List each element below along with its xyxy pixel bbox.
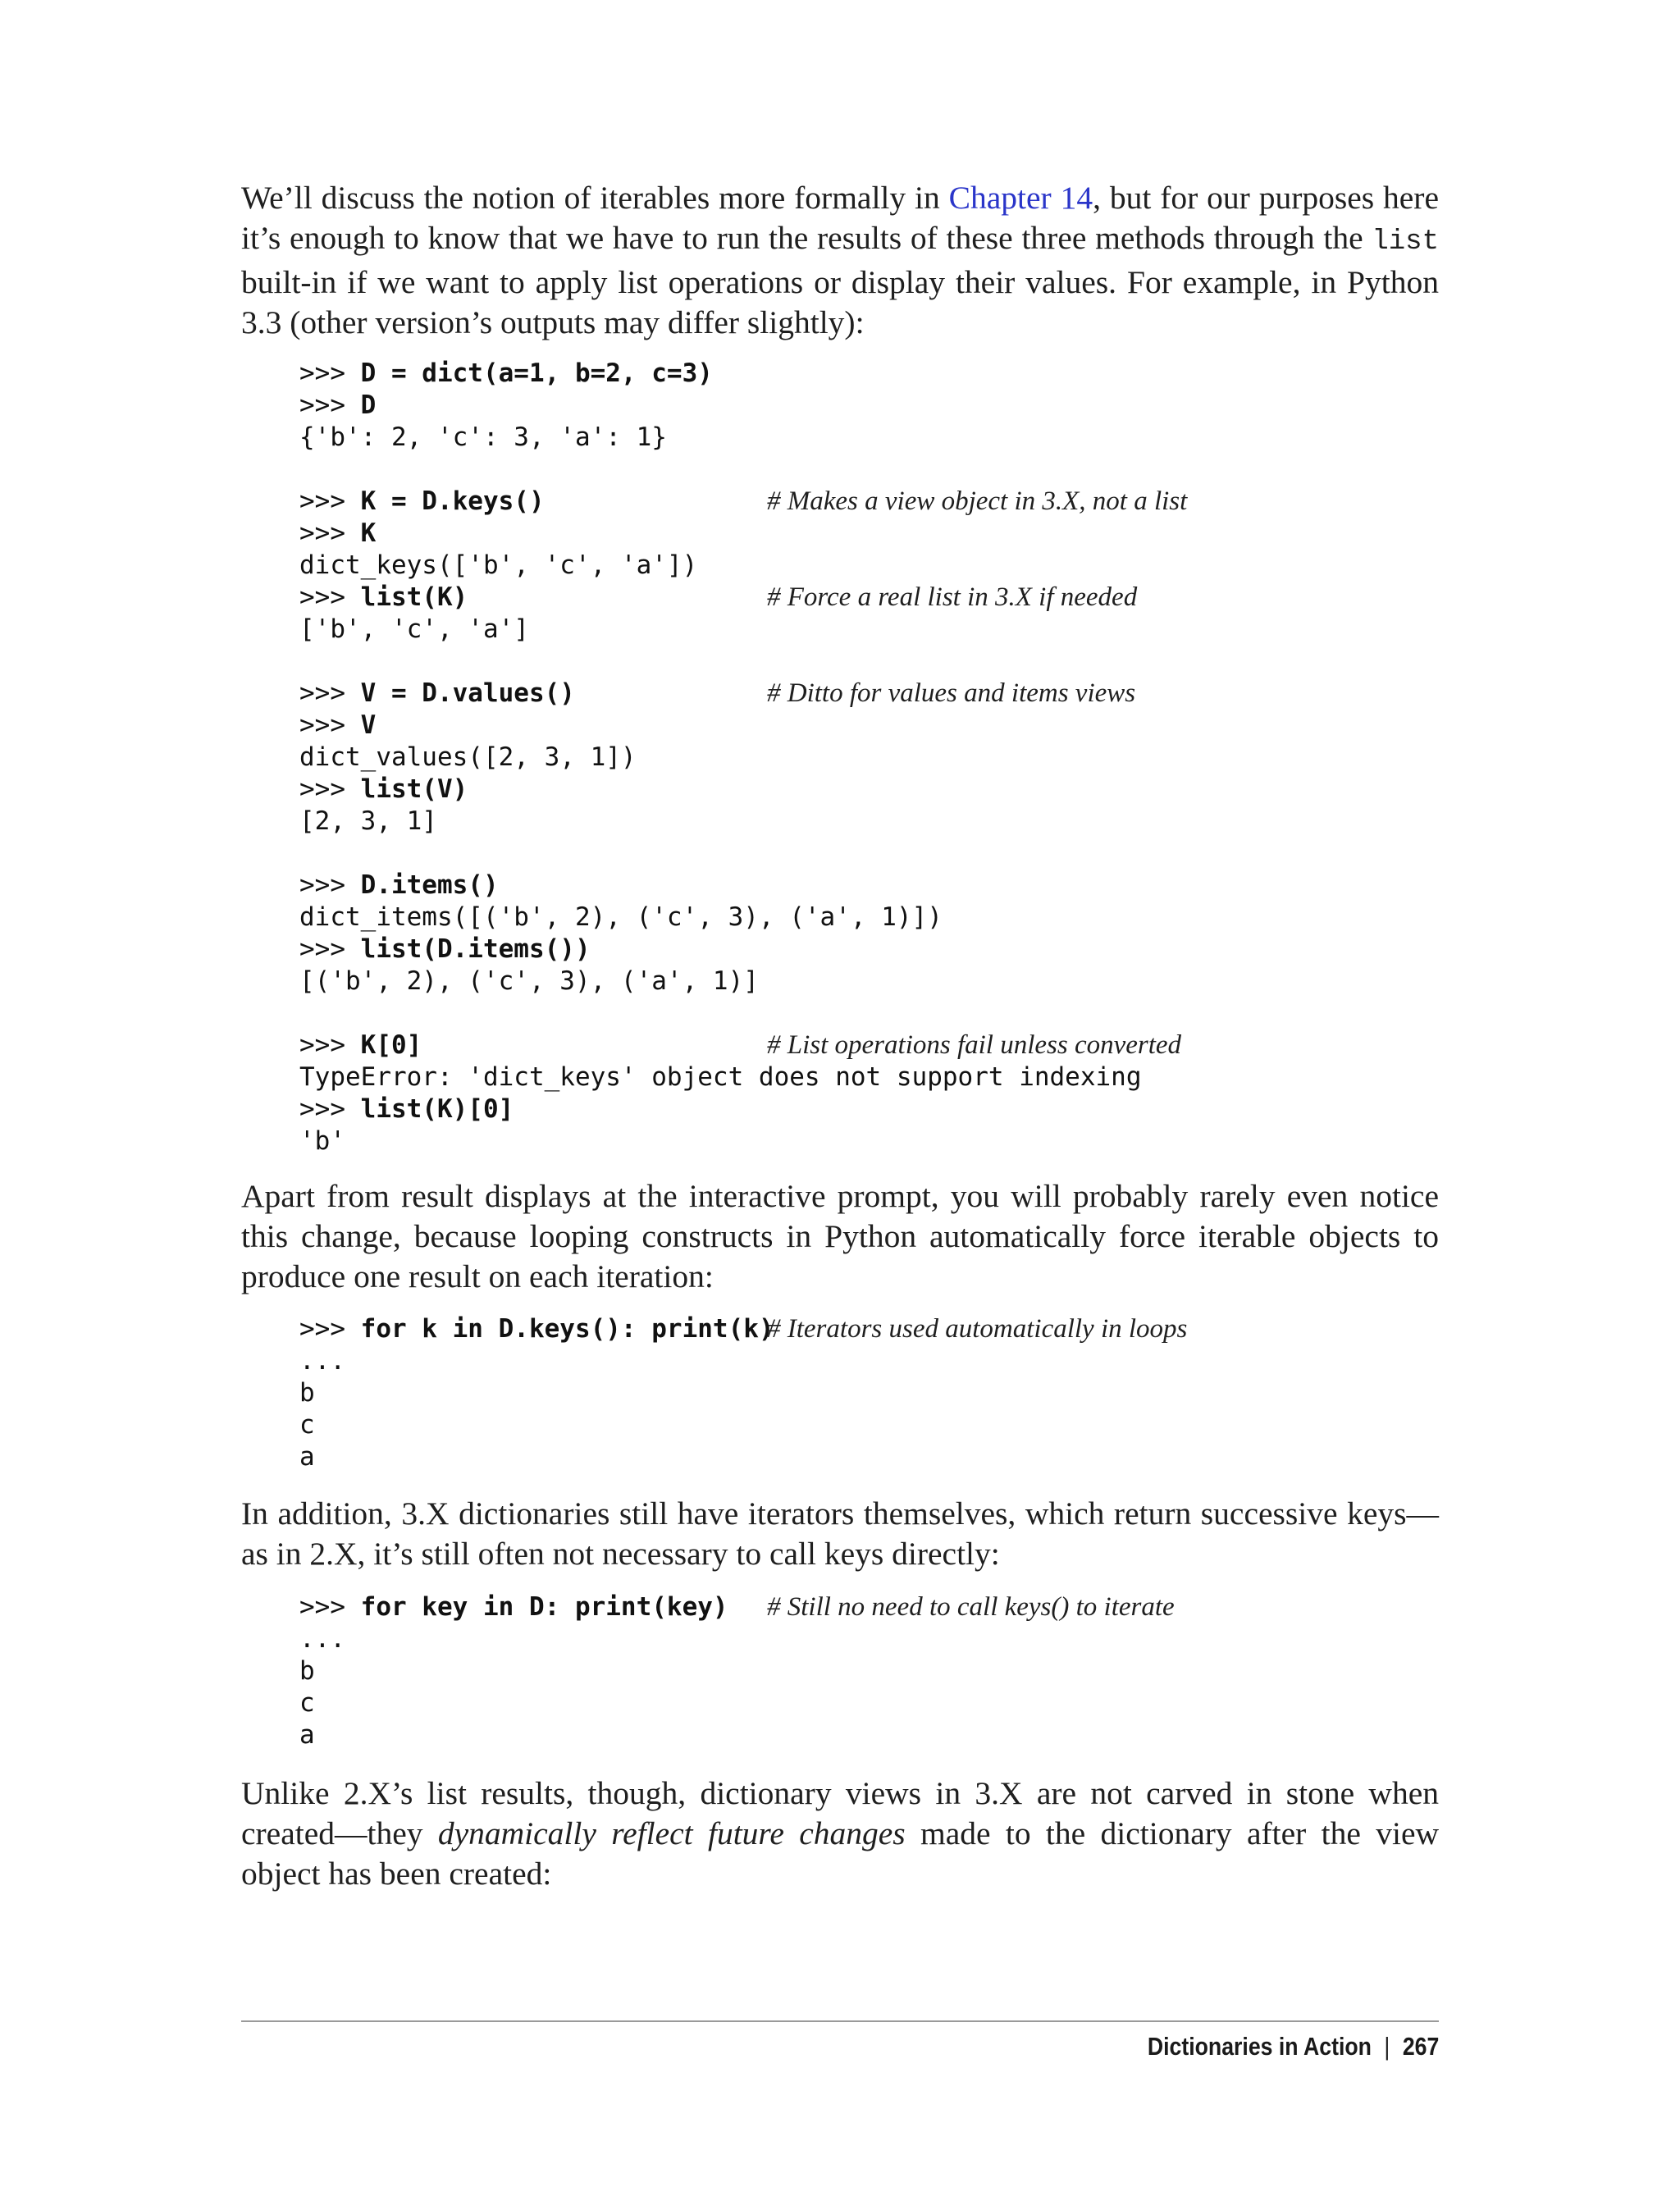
code-output: {'b': 2, 'c': 3, 'a': 1}: [299, 422, 667, 452]
code-line: [299, 1687, 1448, 1719]
code-output: dict_keys(['b', 'c', 'a']): [299, 550, 698, 580]
code-command: D.items(): [360, 870, 499, 900]
code-line: [299, 934, 1448, 966]
code-output: [('b', 2), ('c', 3), ('a', 1)]: [299, 966, 759, 996]
emphasis-text: dynamically reflect future changes: [437, 1815, 906, 1851]
code-command: V: [360, 710, 377, 740]
footer-separator: |: [1384, 2032, 1390, 2061]
code-command: for k in D.keys(): print(k): [360, 1314, 774, 1344]
code-output: dict_values([2, 3, 1]): [299, 742, 637, 772]
code-line: [299, 1029, 1448, 1061]
code-line: [299, 550, 1448, 582]
code-output: b: [299, 1656, 315, 1686]
code-line: [299, 1719, 1448, 1751]
prompt-marker: >>>: [299, 358, 361, 388]
prompt-marker: >>>: [299, 870, 361, 900]
code-line: [299, 1093, 1448, 1125]
code-line: [299, 870, 1448, 902]
prompt-marker: >>>: [299, 486, 361, 516]
code-line: [299, 358, 1448, 390]
prompt-marker: >>>: [299, 390, 361, 420]
code-line: [299, 678, 1448, 710]
code-block-keys-loop: [299, 1313, 1448, 1473]
code-line: [299, 582, 1448, 614]
chapter-14-link[interactable]: Chapter 14: [948, 180, 1093, 216]
code-comment: # List operations fail unless converted: [767, 1030, 1182, 1060]
code-command: D: [360, 390, 377, 420]
code-line: [299, 518, 1448, 550]
blank-line: [299, 838, 1448, 870]
inline-code-list: list: [1372, 226, 1439, 258]
code-command: for key in D: print(key): [360, 1592, 728, 1622]
prompt-marker: >>>: [299, 934, 361, 964]
prompt-marker: >>>: [299, 774, 361, 804]
code-line: [299, 486, 1448, 518]
code-line: [299, 806, 1448, 838]
code-line: [299, 422, 1448, 454]
paragraph-dynamic-views: [241, 1774, 1439, 1894]
prompt-marker: >>>: [299, 582, 361, 612]
running-section-title: Dictionaries in Action: [1147, 2032, 1372, 2061]
code-line: [299, 1345, 1448, 1377]
paragraph-prompt-displays: Apart from result displays at the interactive prompt, you will probably rarely even notice this change, because looping constructs in Python automatically force iterable objects to produce one result on each iteration:: [241, 1178, 1439, 1294]
prompt-marker: >>>: [299, 1592, 361, 1622]
code-output: c: [299, 1410, 315, 1440]
code-command: K[0]: [360, 1030, 422, 1060]
blank-line: [299, 998, 1448, 1029]
paragraph-text: Unlike 2.X’s list results, though, dictionary views in 3.X are not carved in stone when created—they: [241, 1775, 1439, 1851]
prompt-marker: >>>: [299, 1314, 361, 1344]
footer-rule: [241, 2020, 1439, 2022]
paragraph-text: We’ll discuss the notion of iterables more formally in: [241, 180, 949, 216]
code-block-key-loop: [299, 1591, 1448, 1751]
page-number: 267: [1402, 2032, 1439, 2061]
code-command: K: [360, 518, 377, 548]
page-footer: [1148, 2030, 1439, 2063]
code-line: [299, 614, 1448, 646]
code-output: c: [299, 1688, 315, 1718]
blank-line: [299, 454, 1448, 486]
code-line: [299, 390, 1448, 422]
code-line: [299, 1591, 1448, 1623]
paragraph-dict-iterators: In addition, 3.X dictionaries still have iterators themselves, which return successive keys—as in 2.X, it’s still often not necessary to call keys directly:: [241, 1495, 1439, 1572]
code-line: [299, 1377, 1448, 1409]
code-line: [299, 1313, 1448, 1345]
code-line: [299, 742, 1448, 774]
code-line: [299, 774, 1448, 806]
code-line: [299, 1441, 1448, 1473]
paragraph-text: built-in if we want to apply list operations or display their values. For example, in Python 3.3 (other version’s outputs may differ slightly):: [241, 264, 1439, 340]
code-command: K = D.keys(): [360, 486, 545, 516]
code-line: [299, 1623, 1448, 1655]
code-output: 'b': [299, 1126, 345, 1156]
blank-line: [299, 646, 1448, 678]
code-output: a: [299, 1442, 315, 1472]
paragraph-text: made to the dictionary after the view object has been created:: [241, 1815, 1440, 1892]
code-output: ...: [299, 1624, 345, 1654]
code-command: list(K): [360, 582, 468, 612]
code-comment: # Iterators used automatically in loops: [767, 1314, 1188, 1344]
prompt-marker: >>>: [299, 678, 361, 708]
code-comment: # Makes a view object in 3.X, not a list: [767, 486, 1188, 516]
code-line: [299, 1655, 1448, 1687]
code-output: ['b', 'c', 'a']: [299, 614, 529, 644]
code-comment: # Force a real list in 3.X if needed: [767, 582, 1138, 612]
code-command: V = D.values(): [360, 678, 575, 708]
code-output: dict_items([('b', 2), ('c', 3), ('a', 1)]): [299, 902, 943, 932]
prompt-marker: >>>: [299, 518, 361, 548]
code-output: b: [299, 1378, 315, 1408]
code-command: list(D.items()): [360, 934, 591, 964]
prompt-marker: >>>: [299, 1030, 361, 1060]
code-line: [299, 1125, 1448, 1157]
prompt-marker: >>>: [299, 1094, 361, 1124]
code-line: [299, 902, 1448, 934]
code-output: TypeError: 'dict_keys' object does not support indexing: [299, 1062, 1142, 1092]
code-line: [299, 966, 1448, 998]
paragraph-text: , but for our purposes here it’s enough to know that we have to run the results of these three methods through the: [241, 180, 1439, 256]
code-output: a: [299, 1720, 315, 1750]
code-line: [299, 710, 1448, 742]
paragraph-iterables: [241, 178, 1439, 343]
code-command: D = dict(a=1, b=2, c=3): [360, 358, 713, 388]
code-command: list(K)[0]: [360, 1094, 514, 1124]
code-line: [299, 1061, 1448, 1093]
code-comment: # Still no need to call keys() to iterate: [767, 1592, 1175, 1622]
code-output: [2, 3, 1]: [299, 806, 437, 836]
code-comment: # Ditto for values and items views: [767, 678, 1136, 708]
code-block-dict-views: [299, 358, 1448, 1157]
code-output: ...: [299, 1346, 345, 1376]
code-line: [299, 1409, 1448, 1441]
code-command: list(V): [360, 774, 468, 804]
prompt-marker: >>>: [299, 710, 361, 740]
